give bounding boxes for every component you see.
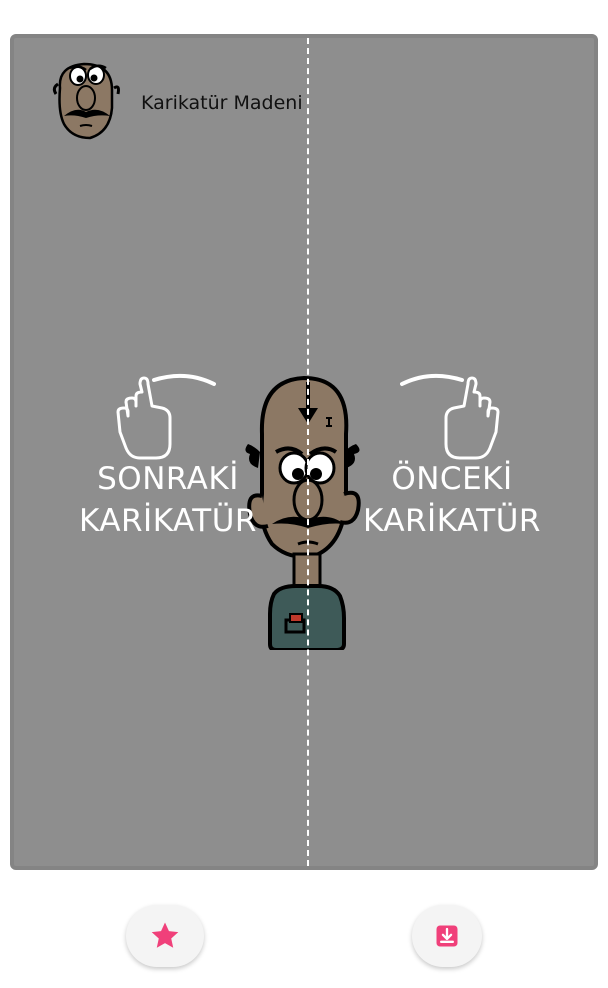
- previous-cartoon-hint: [352, 458, 552, 542]
- download-icon: [433, 922, 461, 950]
- previous-cartoon-hint-line1: ÖNCEKİ: [391, 461, 513, 497]
- download-button[interactable]: [412, 905, 482, 967]
- cartoon-viewer-panel[interactable]: [10, 34, 598, 870]
- swipe-divider: [307, 38, 309, 866]
- previous-cartoon-hint-line2: KARİKATÜR: [363, 503, 541, 539]
- app-title: Karikatür Madeni: [141, 92, 303, 114]
- swipe-hand-icon: [400, 372, 510, 462]
- star-icon: [148, 919, 182, 953]
- cartoon-face-logo-icon: [50, 58, 122, 146]
- favorite-button[interactable]: [126, 905, 204, 967]
- next-cartoon-hint: [68, 458, 268, 542]
- next-cartoon-hint-line2: KARİKATÜR: [79, 503, 257, 539]
- next-cartoon-hint-line1: SONRAKİ: [97, 461, 239, 497]
- swipe-hand-icon: [106, 372, 216, 462]
